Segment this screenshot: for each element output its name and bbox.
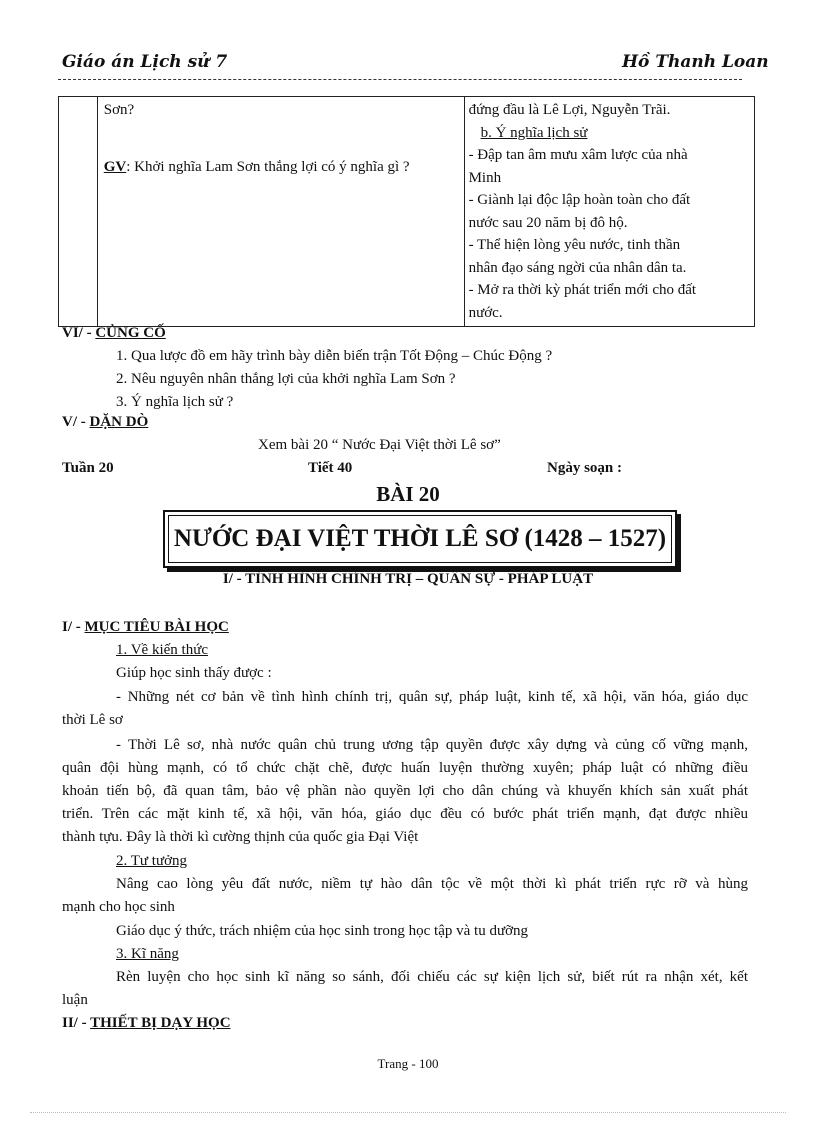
dan-do-title: DẶN DÒ — [89, 414, 149, 430]
answer-heading: b. Ý nghĩa lịch sử — [480, 124, 588, 141]
cung-co-item: 2. Nêu nguyên nhân thắng lợi của khởi nghĩa Lam Sơn ? — [116, 371, 456, 387]
lesson-subtitle: I/ - TÌNH HÌNH CHÍNH TRỊ – QUÂN SỰ - PHÁP LUẬT — [222, 571, 594, 587]
knowledge-p2-line: thành tựu. Đây là thời kì cường thịnh của quốc gia Đại Việt — [62, 829, 419, 845]
section-objectives: I/ - MỤC TIÊU BÀI HỌC — [62, 619, 229, 635]
thought-line: Giáo dục ý thức, trách nhiệm của học sinh trong học tập và tu dưỡng — [116, 923, 529, 939]
knowledge-p2-line: - Thời Lê sơ, nhà nước quân chủ trung ương tập quyền được xây dựng và củng cố vững mạnh, — [116, 737, 748, 753]
gv-label: GV — [103, 158, 127, 175]
cung-co-item: 1. Qua lược đồ em hãy trình bày diễn biến trận Tốt Động – Chúc Động ? — [116, 348, 553, 364]
thought-line: Nâng cao lòng yêu đất nước, niềm tự hào dân tộc về một thời kì phát triển rực rỡ và hùng — [116, 876, 748, 892]
question-text: Sơn? — [103, 102, 135, 118]
thought-line: mạnh cho học sinh — [62, 899, 175, 915]
week-label: Tuần 20 — [62, 460, 114, 476]
thought-heading: 2. Tư tưởng — [116, 853, 188, 869]
answer-line: - Mở ra thời kỳ phát triển mới cho đất — [468, 282, 697, 298]
section-cung-co: VI/ - CỦNG CỐ — [62, 325, 166, 341]
answer-first: đứng đầu là Lê Lợi, Nguyễn Trãi. — [468, 102, 671, 118]
teacher-question-cell — [97, 97, 464, 327]
answer-line: nhân đạo sáng ngời của nhân dân ta. — [468, 259, 687, 276]
table-empty-cell — [59, 97, 98, 327]
page-number: Trang - 100 — [377, 1056, 439, 1071]
objectives-title: MỤC TIÊU BÀI HỌC — [84, 619, 229, 635]
header-divider — [58, 79, 742, 80]
knowledge-p1-line: thời Lê sơ — [62, 712, 123, 728]
section-equipment: II/ - THIẾT BỊ DẠY HỌC — [62, 1015, 231, 1031]
dan-do-text: Xem bài 20 “ Nước Đại Việt thời Lê sơ” — [258, 437, 501, 453]
header-left: Giáo án Lịch sử 7 — [62, 52, 228, 72]
date-label: Ngày soạn : — [547, 460, 623, 476]
skill-heading: 3. Kĩ năng — [116, 946, 179, 962]
cung-co-item: 3. Ý nghĩa lịch sử ? — [116, 394, 234, 410]
period-label: Tiết 40 — [308, 460, 353, 476]
header-right: Hồ Thanh Loan — [622, 52, 769, 72]
knowledge-p1-line: - Những nét cơ bản về tình hình chính trị, quân sự, pháp luật, kinh tế, xã hội, văn hóa, giáo dục — [116, 689, 748, 705]
gv-question: : Khởi nghĩa Lam Sơn thắng lợi có ý nghĩa gì ? — [126, 158, 410, 175]
knowledge-p2-line: triển. Trên các mặt kinh tế, xã hội, văn hóa, giáo dục đều có bước phát triển mạnh, đạt được nhiều — [62, 806, 748, 822]
knowledge-intro: Giúp học sinh thấy được : — [116, 665, 272, 681]
knowledge-p2-line: khoản tiến bộ, đã quan tâm, bảo vệ phần nào quyền lợi cho dân chúng và khuyến khích sản xuất phát — [62, 783, 748, 799]
cung-co-title: CỦNG CỐ — [95, 325, 166, 341]
lesson-title: NƯỚC ĐẠI VIỆT THỜI LÊ SƠ (1428 – 1527) — [173, 525, 667, 552]
lesson-table — [58, 96, 755, 327]
equipment-title: THIẾT BỊ DẠY HỌC — [90, 1015, 231, 1031]
section-dan-do: V/ - DẶN DÒ — [62, 414, 149, 430]
answer-line: nước. — [468, 304, 503, 321]
knowledge-heading: 1. Về kiến thức — [116, 642, 208, 658]
answer-line: nước sau 20 năm bị đô hộ. — [468, 214, 628, 231]
footer-divider — [30, 1112, 786, 1113]
knowledge-p2-line: quân đội hùng mạnh, có tổ chức chặt chẽ, được huấn luyện thường xuyên; pháp luật có những điều — [62, 760, 748, 776]
skill-line: luận — [62, 992, 88, 1008]
lesson-number: BÀI 20 — [376, 482, 440, 506]
answer-line: - Giành lại độc lập hoàn toàn cho đất — [468, 192, 691, 208]
lesson-title-box — [163, 510, 677, 568]
answer-line: Minh — [468, 169, 502, 186]
skill-line: Rèn luyện cho học sinh kĩ năng so sánh, đối chiếu các sự kiện lịch sử, biết rút ra nhận xét, kết — [116, 969, 748, 985]
answer-line: - Đập tan âm mưu xâm lược của nhà — [468, 147, 688, 163]
answer-cell — [464, 97, 754, 327]
answer-line: - Thể hiện lòng yêu nước, tinh thần — [468, 237, 681, 253]
